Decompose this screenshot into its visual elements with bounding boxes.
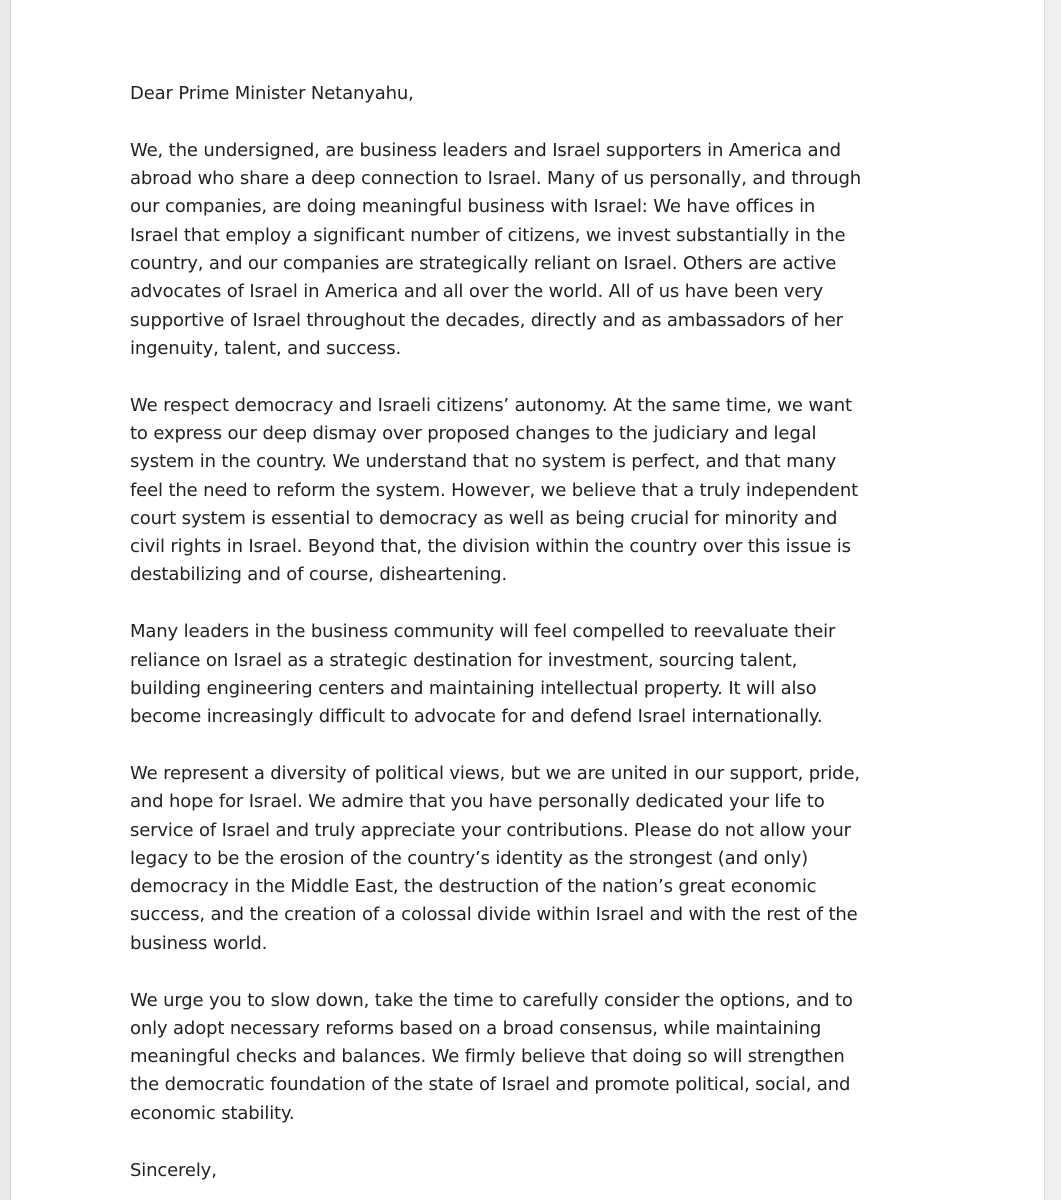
text-line: advocates of Israel in America and all over the world. All of us have been very (130, 281, 823, 303)
text-line: meaningful checks and balances. We firmly believe that doing so will strengthen (130, 1046, 845, 1068)
text-line: become increasingly difficult to advocate for and defend Israel internationally. (130, 706, 823, 728)
text-line: democracy in the Middle East, the destruction of the nation’s great economic (130, 876, 817, 898)
text-line: system in the country. We understand that no system is perfect, and that many (130, 451, 837, 473)
text-line: building engineering centers and maintaining intellectual property. It will also (130, 677, 817, 699)
text-line: We represent a diversity of political views, but we are united in our support, pride, (130, 762, 860, 784)
paragraph-1 (130, 137, 940, 363)
text-line: court system is essential to democracy as well as being crucial for minority and (130, 507, 838, 529)
text-line: civil rights in Israel. Beyond that, the division within the country over this issue is (130, 536, 851, 558)
text-line: legacy to be the erosion of the country’s identity as the strongest (and only) (130, 847, 808, 869)
paragraph-4 (130, 760, 940, 958)
text-line: reliance on Israel as a strategic destination for investment, sourcing talent, (130, 649, 798, 671)
text-line: We respect democracy and Israeli citizens’ autonomy. At the same time, we want (130, 394, 852, 416)
text-line: business world. (130, 932, 268, 954)
paragraph-5 (130, 987, 940, 1128)
text-line: We urge you to slow down, take the time to carefully consider the options, and to (130, 989, 853, 1011)
closing: Sincerely, (130, 1159, 217, 1181)
text-line: the democratic foundation of the state of Israel and promote political, social, and (130, 1074, 851, 1096)
text-line: to express our deep dismay over proposed changes to the judiciary and legal (130, 422, 817, 444)
scrollbar-track[interactable] (1045, 0, 1061, 1200)
text-line: supportive of Israel throughout the decades, directly and as ambassadors of her (130, 309, 843, 331)
text-line: economic stability. (130, 1102, 295, 1124)
text-line: Many leaders in the business community will feel compelled to reevaluate their (130, 621, 836, 643)
letter-body (130, 80, 940, 1185)
text-line: feel the need to reform the system. However, we believe that a truly independent (130, 479, 859, 501)
paragraph-2 (130, 392, 940, 590)
text-line: our companies, are doing meaningful business with Israel: We have offices in (130, 196, 816, 218)
text-line: and hope for Israel. We admire that you have personally dedicated your life to (130, 791, 825, 813)
text-line: country, and our companies are strategically reliant on Israel. Others are active (130, 252, 837, 274)
text-line: ingenuity, talent, and success. (130, 337, 402, 359)
salutation: Dear Prime Minister Netanyahu, (130, 83, 414, 104)
text-line: success, and the creation of a colossal divide within Israel and with the rest of the (130, 904, 858, 926)
text-line: Israel that employ a significant number of citizens, we invest substantially in the (130, 224, 846, 246)
text-line: service of Israel and truly appreciate your contributions. Please do not allow your (130, 819, 851, 841)
text-line: We, the undersigned, are business leaders and Israel supporters in America and (130, 139, 841, 161)
text-line: abroad who share a deep connection to Israel. Many of us personally, and through (130, 168, 861, 190)
text-line: only adopt necessary reforms based on a broad consensus, while maintaining (130, 1017, 822, 1039)
text-line: destabilizing and of course, disheartening. (130, 564, 508, 586)
document-page (10, 0, 1045, 1200)
paragraph-3 (130, 618, 940, 731)
